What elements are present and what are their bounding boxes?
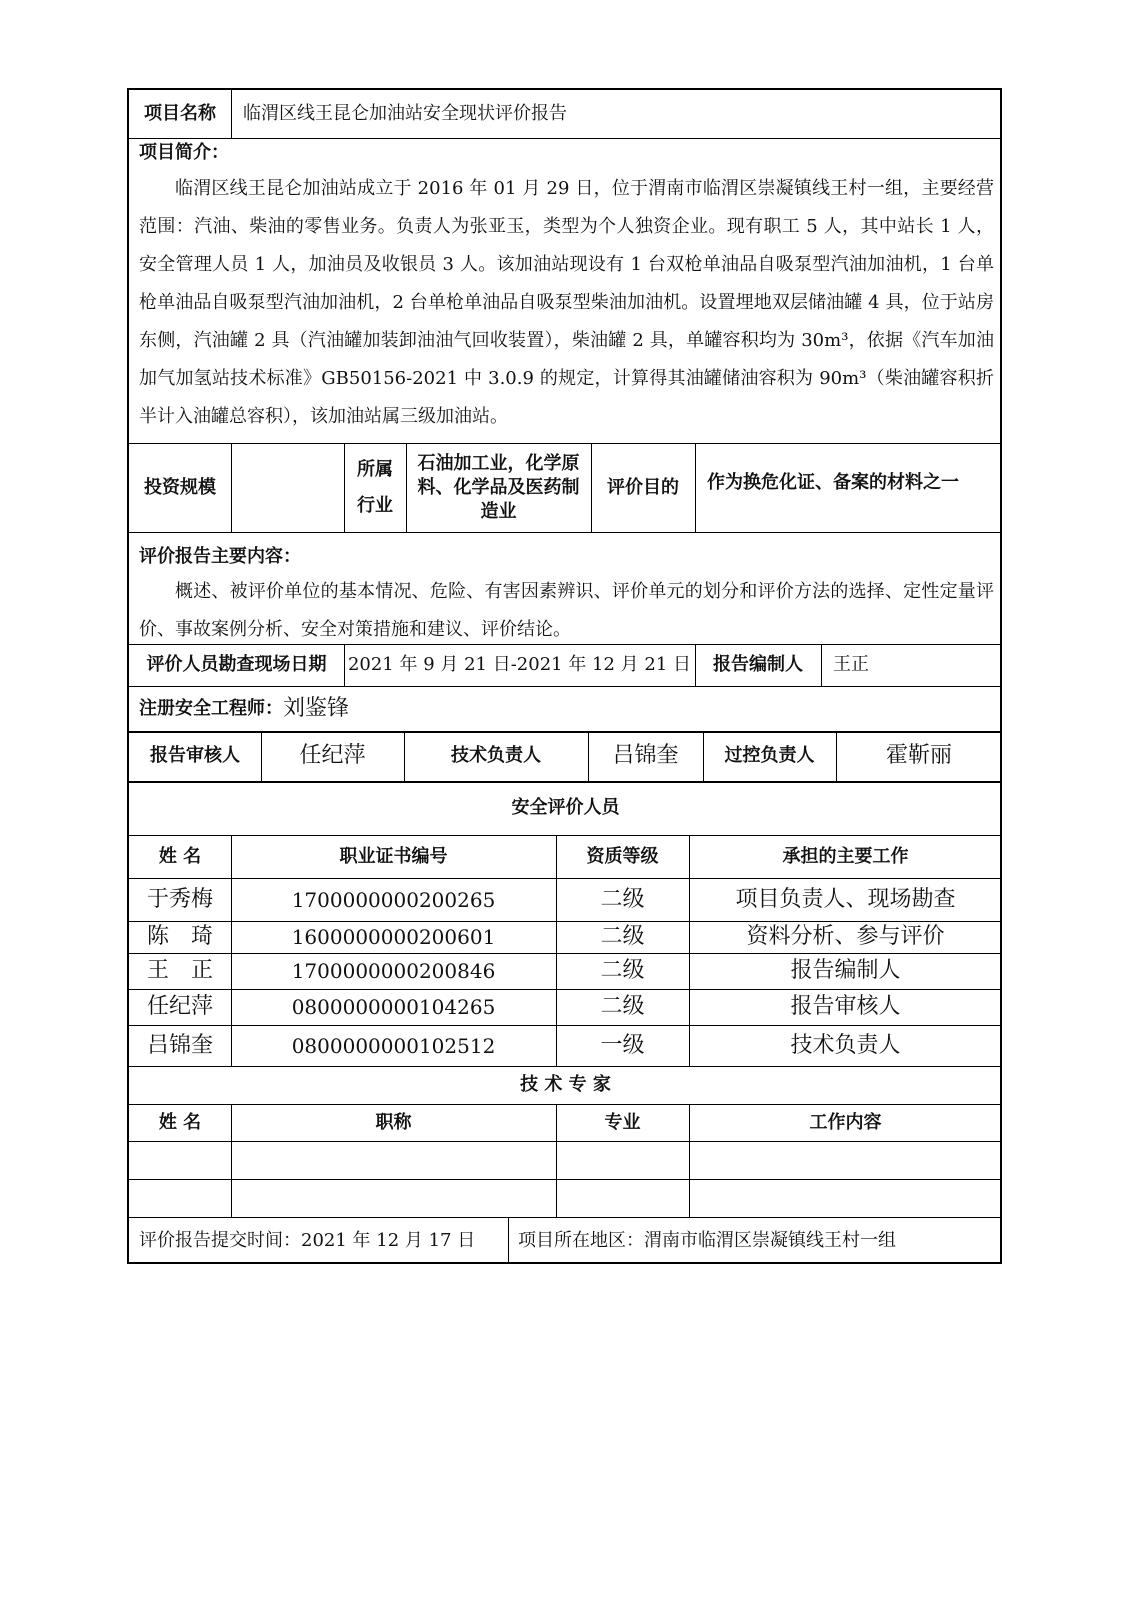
- tech-lead-label: 技术负责人: [451, 745, 541, 766]
- survey-date-value: 2021 年 9 月 21 日-2021 年 12 月 21 日: [347, 654, 692, 675]
- personnel-level: 一级: [600, 1032, 645, 1058]
- industry-label-line1: 所属: [357, 458, 393, 480]
- investment-label: 投资规模: [144, 476, 216, 498]
- experts-header-title: 职称: [375, 1111, 412, 1133]
- tech-lead-value: 吕锦奎: [612, 743, 679, 768]
- personnel-work: 技术负责人: [790, 1032, 901, 1058]
- intro-label: 项目简介：: [139, 142, 229, 163]
- personnel-level: 二级: [600, 994, 645, 1019]
- personnel-name: 于秀梅: [146, 886, 213, 912]
- personnel-level: 二级: [600, 886, 645, 912]
- personnel-header-work: 承担的主要工作: [782, 845, 909, 867]
- content-label: 评价报告主要内容：: [139, 546, 301, 567]
- experts-empty-row: [129, 1179, 1002, 1217]
- process-control-label: 过控负责人: [724, 745, 815, 766]
- submit-date: 评价报告提交时间：2021 年 12 月 17 日: [139, 1229, 476, 1251]
- project-name-label: 项目名称: [144, 103, 216, 124]
- evaluation-report-form: [127, 88, 1002, 1264]
- table-row: [129, 921, 231, 953]
- experts-empty-row: [129, 1141, 1002, 1179]
- personnel-cert: 1700000000200265: [291, 887, 496, 912]
- personnel-name: 吕锦奎: [146, 1032, 213, 1058]
- personnel-work: 资料分析、参与评价: [746, 924, 945, 949]
- personnel-header-level: 资质等级: [586, 845, 659, 867]
- personnel-cert: 1700000000200846: [291, 959, 496, 983]
- personnel-header-cert: 职业证书编号: [339, 845, 448, 867]
- personnel-cert: 1600000000200601: [291, 925, 496, 949]
- author-label: 报告编制人: [713, 654, 803, 675]
- personnel-title: 安全评价人员: [511, 797, 620, 818]
- table-row: [129, 953, 231, 989]
- reviewer-label: 报告审核人: [150, 745, 240, 766]
- personnel-work: 报告审核人: [790, 994, 901, 1019]
- table-row: [129, 1025, 231, 1066]
- industry-label-line2: 行业: [357, 494, 393, 516]
- purpose-value: 作为换危化证、备案的材料之一: [707, 472, 959, 493]
- survey-date-label: 评价人员勘查现场日期: [146, 654, 327, 675]
- personnel-cert: 0800000000104265: [291, 995, 496, 1019]
- personnel-cert: 0800000000102512: [291, 1033, 496, 1058]
- experts-header-specialty: 专业: [604, 1111, 641, 1133]
- content-text: 概述、被评价单位的基本情况、危险、有害因素辨识、评价单元的划分和评价方法的选择、定性定量评价、事故案例分析、安全对策措施和建议、评价结论。: [139, 581, 994, 640]
- project-location: 项目所在地区：渭南市临渭区崇凝镇线王村一组: [518, 1229, 896, 1251]
- engineer-label: 注册安全工程师：: [139, 697, 283, 719]
- experts-title: 技 术 专 家: [520, 1074, 611, 1095]
- personnel-work: 报告编制人: [790, 958, 901, 983]
- personnel-name: 王 正: [146, 958, 213, 983]
- table-row: [129, 989, 231, 1025]
- personnel-name: 任纪萍: [146, 994, 213, 1019]
- table-row: [129, 878, 231, 921]
- experts-header-work: 工作内容: [809, 1111, 882, 1133]
- experts-header-name: 姓 名: [158, 1111, 202, 1133]
- industry-value: 石油加工业，化学原料、化学品及医药制造业: [417, 452, 580, 522]
- purpose-label: 评价目的: [607, 476, 679, 498]
- personnel-name: 陈 琦: [146, 924, 213, 949]
- author-value: 王正: [833, 654, 869, 675]
- row-divider: [129, 532, 1002, 533]
- project-name-value: 临渭区线王昆仑加油站安全现状评价报告: [243, 103, 567, 124]
- engineer-value: 刘鉴锋: [283, 695, 350, 721]
- personnel-work: 项目负责人、现场勘查: [735, 886, 956, 912]
- personnel-level: 二级: [600, 958, 645, 983]
- reviewer-value: 任纪萍: [299, 743, 366, 768]
- personnel-level: 二级: [600, 924, 645, 949]
- personnel-header-name: 姓 名: [158, 845, 202, 867]
- row-divider: [129, 138, 1002, 139]
- intro-text: 临渭区线王昆仑加油站成立于 2016 年 01 月 29 日，位于渭南市临渭区崇凝镇线王村一组，主要经营范围：汽油、柴油的零售业务。负责人为张亚玉，类型为个人独资企业。现有职工 5 人，其中站长 1 人，安全管理人员 1 人，加油员及收银员 3 人。该加油站现设有 1 台双枪单油品自吸泵型汽油加油机，1 台单枪单油品自吸泵型汽油加油机，2 台单枪单油品自吸泵型柴油加油机。设置埋地双层储油罐 4 具，位于站房东侧，汽油罐 2 具（汽油罐加装卸油油气回收装置），柴油罐 2 具，单罐容积均为 30m³，依据《汽车加油加气加氢站技术标准》GB50156-2021 中 3.0.9 的规定，计算得其油罐储油容积为 90m³（柴油罐容积折半计入油罐总容积），该加油站属三级加油站。: [139, 178, 994, 427]
- process-control-value: 霍靳丽: [885, 743, 952, 768]
